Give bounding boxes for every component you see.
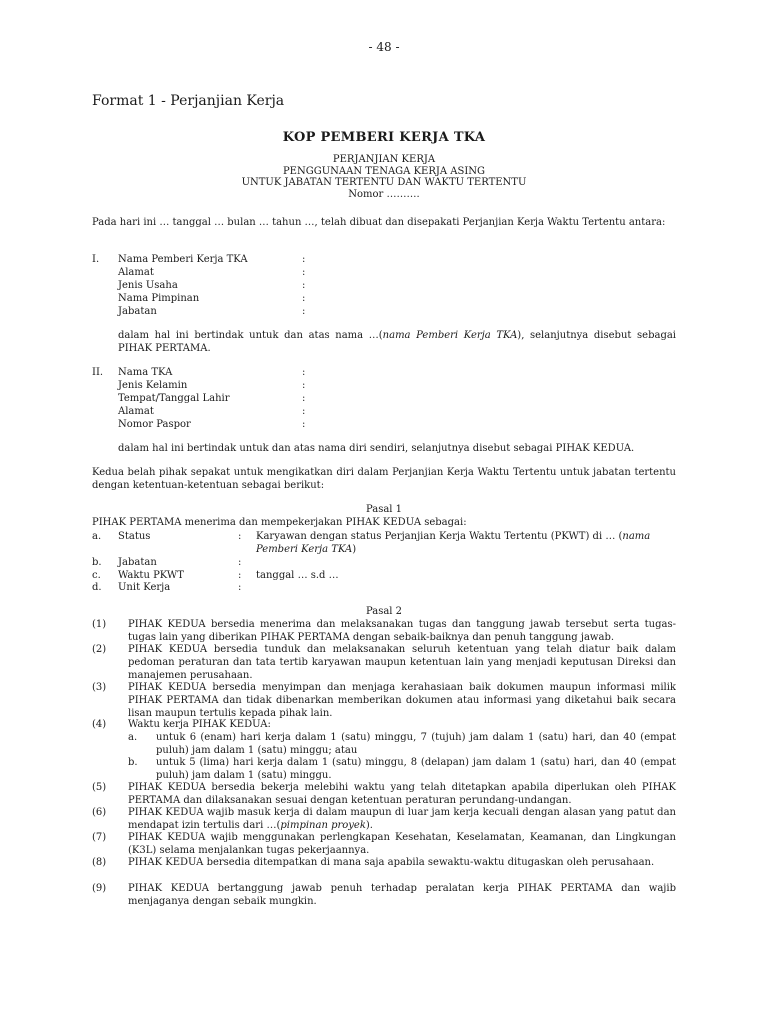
field-label: Nomor Paspor: [118, 419, 191, 430]
party-one-description: dalam hal ini bertindak untuk dan atas nama …(nama Pemberi Kerja TKA), selanjutnya disebut sebagai PIHAK PERTAMA.: [118, 330, 677, 354]
field-colon: :: [302, 380, 306, 391]
format-title: Format 1 - Perjanjian Kerja: [92, 93, 285, 109]
field-colon: :: [302, 280, 306, 291]
intro-paragraph: Pada hari ini … tanggal … bulan … tahun …, telah dibuat dan disepakati Perjanjian Kerja Waktu Tertentu antara:: [92, 217, 666, 228]
party-numeral: II.: [92, 367, 104, 378]
field-colon: :: [302, 393, 306, 404]
agreement-title-block: [0, 154, 768, 200]
document-number: Nomor ……….: [348, 188, 420, 200]
agreement-paragraph: Kedua belah pihak sepakat untuk mengikatkan diri dalam Perjanjian Kerja Waktu Tertentu untuk jabatan tertentu dengan ketentuan-ketentuan sebagai berikut:: [92, 467, 676, 491]
title-line: PERJANJIAN KERJA: [332, 154, 436, 165]
field-label: Jenis Usaha: [118, 280, 178, 291]
field-colon: :: [302, 254, 306, 265]
field-colon: :: [302, 306, 306, 317]
party-two-description: dalam hal ini bertindak untuk dan atas nama diri sendiri, selanjutnya disebut sebagai PIHAK KEDUA.: [118, 443, 635, 454]
field-label: Alamat: [118, 406, 154, 417]
field-label: Jabatan: [118, 306, 157, 317]
pasal-1-lead: PIHAK PERTAMA menerima dan mempekerjakan PIHAK KEDUA sebagai:: [92, 517, 467, 528]
field-label: Jenis Kelamin: [118, 380, 188, 391]
field-colon: :: [302, 267, 306, 278]
page-number: - 48 -: [368, 40, 400, 54]
field-label: Alamat: [118, 267, 154, 278]
letterhead-title: KOP PEMBERI KERJA TKA: [282, 130, 486, 145]
title-line: PENGGUNAAN TENAGA KERJA ASING: [282, 165, 486, 177]
document-page: - 48 - Format 1 - Perjanjian Kerja KOP PEMBERI KERJA TKA PERJANJIAN KERJA PENGGUNAAN TENAGA KERJA ASING UNTUK JABATAN TERTENTU DAN WAKTU TERTENTU Nomor ………. Pada hari ini … tanggal … bulan … tahun …, telah dibuat dan disepakati Perjanjian Kerja Waktu Tertentu antara: I. Nama Pemberi Kerja TKA : Alamat : Jenis Usaha : Nama Pimpinan : Jabatan : dalam hal ini bertindak untuk dan atas nama …(nama Pemberi Kerja TKA), selanjutnya disebut sebagai PIHAK PERTAMA. II. Nama TKA : Jenis Kelamin : Tempat/Tanggal Lahir : Alamat : Nomor Paspor : dalam hal ini bertindak untuk dan atas nama diri sendiri, selanjutnya disebut sebagai PIHAK KEDUA. Kedua belah pihak sepakat untuk mengikatkan diri dalam Perjanjian Kerja Waktu Tertentu untuk jabatan tertentu dengan ketentuan-ketentuan sebagai berikut: Pasal 1 PIHAK PERTAMA menerima dan mempekerjakan PIHAK KEDUA sebagai: a. Status : Karyawan dengan status Perjanjian Kerja Waktu Tertentu (PKWT) di … (nama Pemberi Kerja TKA) b. Jabatan : c. Waktu PKWT : tanggal … s.d … d. Unit Kerja : Pasal 2 (1) PIHAK KEDUA bersedia menerima dan melaksanakan tugas dan tanggung jawab tersebut serta tugas-tugas lain yang diberikan PIHAK PERTAMA dengan sebaik-baiknya dan penuh tanggung jawab. (2) PIHAK KEDUA bersedia tunduk dan melaksanakan seluruh ketentuan yang telah diatur baik dalam pedoman peraturan dan tata tertib karyawan maupun ketentuan lain yang menjadi keputusan Direksi dan manajemen perusahaan. (3) PIHAK KEDUA bersedia menyimpan dan menjaga kerahasiaan baik dokumen maupun informasi milik PIHAK PERTAMA dan tidak dibenarkan memberikan dokumen atau informasi yang diketahui baik secara lisan maupun tertulis kepada pihak lain. (4) Waktu kerja PIHAK KEDUA: a. untuk 6 (enam) hari kerja dalam 1 (satu) minggu, 7 (tujuh) jam dalam 1 (satu) hari, dan 40 (empat puluh) jam dalam 1 (satu) minggu; atau b. untuk 5 (lima) hari kerja dalam 1 (satu) minggu, 8 (delapan) jam dalam 1 (satu) hari, dan 40 (empat puluh) jam dalam 1 (satu) minggu. (5) PIHAK KEDUA bersedia bekerja melebihi waktu yang telah ditetapkan apabila diperlukan oleh PIHAK PERTAMA dan dilaksanakan sesuai dengan ketentuan peraturan perundang-undangan. (6) PIHAK KEDUA wajib masuk kerja di dalam maupun di luar jam kerja kecuali dengan alasan yang patut dan mendapat izin tertulis dari …(pimpinan proyek). (7) PIHAK KEDUA wajib menggunakan perlengkapan Kesehatan, Keselamatan, Keamanan, dan Lingkungan (K3L) selama menjalankan tugas pekerjaannya. (8) PIHAK KEDUA bersedia ditempatkan di mana saja apabila sewaktu-waktu ditugaskan oleh perusahaan. (9) PIHAK KEDUA bertanggung jawab penuh terhadap peralatan kerja PIHAK PERTAMA dan wajib menjaganya dengan sebaik mungkin.: [0, 0, 768, 1024]
field-colon: :: [302, 367, 306, 378]
pasal-2-title: Pasal 2: [365, 606, 403, 617]
party-numeral: I.: [92, 254, 100, 265]
field-label: Nama TKA: [118, 367, 173, 378]
field-label: Tempat/Tanggal Lahir: [118, 393, 230, 404]
field-label: Nama Pemberi Kerja TKA: [118, 254, 248, 265]
field-label: Nama Pimpinan: [118, 293, 200, 304]
field-colon: :: [302, 293, 306, 304]
field-colon: :: [302, 419, 306, 430]
field-colon: :: [302, 406, 306, 417]
title-line: UNTUK JABATAN TERTENTU DAN WAKTU TERTENTU: [241, 177, 527, 188]
pasal-1-title: Pasal 1: [365, 504, 403, 515]
